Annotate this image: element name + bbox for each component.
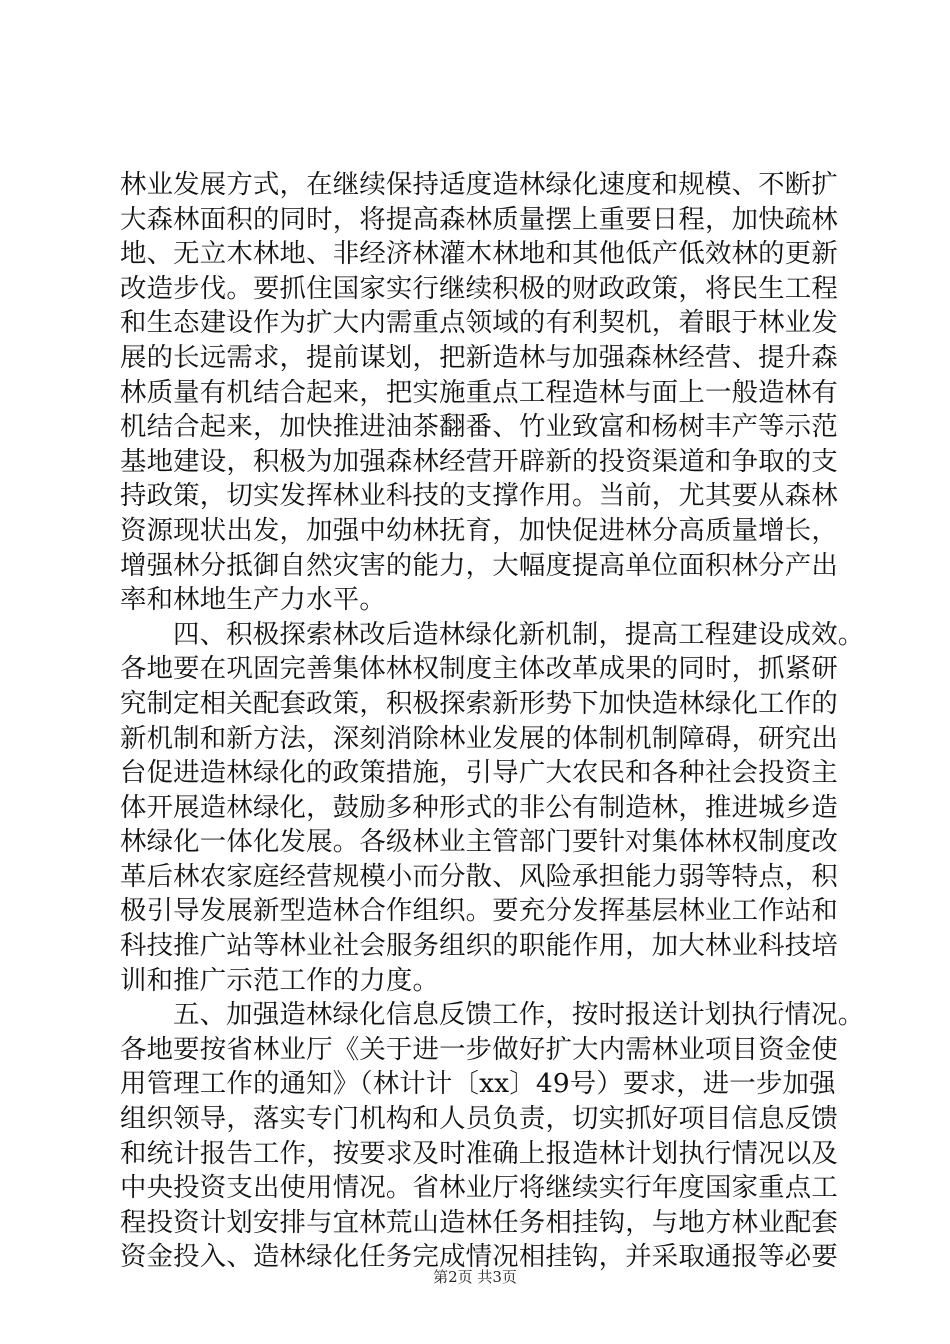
text-line: 大森林面积的同时，将提高森林质量摆上重要日程，加快疏林: [120, 203, 838, 235]
text-line: 和统计报告工作，按要求及时准确上报造林计划执行情况以及: [120, 1137, 838, 1169]
text-line: 改造步伐。要抓住国家实行继续积极的财政政策，将民生工程: [120, 272, 838, 304]
text-line: 科技推广站等林业社会服务组织的职能作用，加大林业科技培: [120, 930, 838, 962]
document-body: [120, 168, 865, 1275]
text-line: 训和推广示范工作的力度。: [120, 964, 440, 996]
text-line: 中央投资支出使用情况。省林业厅将继续实行年度国家重点工: [120, 1172, 838, 1204]
text-line: 展的长远需求，提前谋划，把新造林与加强森林经营、提升森: [120, 341, 838, 373]
text-line: 地、无立木林地、非经济林灌木林地和其他低产低效林的更新: [120, 238, 838, 270]
text-line: 极引导发展新型造林合作组织。要充分发挥基层林业工作站和: [120, 895, 838, 927]
text-line: 组织领导，落实专门机构和人员负责，切实抓好项目信息反馈: [120, 1103, 838, 1135]
text-line: 新机制和新方法，深刻消除林业发展的体制机制障碍，研究出: [120, 722, 838, 754]
text-line: 机结合起来，加快推进油茶翻番、竹业致富和杨树丰产等示范: [120, 411, 838, 443]
section-heading-line: 四、积极探索林改后造林绿化新机制，提高工程建设成效。: [173, 618, 865, 650]
text-line: 持政策，切实发挥林业科技的支撑作用。当前，尤其要从森林: [120, 480, 838, 512]
text-line: 各地要在巩固完善集体林权制度主体改革成果的同时，抓紧研: [120, 653, 838, 685]
text-line: 究制定相关配套政策，积极探索新形势下加快造林绿化工作的: [120, 687, 838, 719]
text-line: 增强林分抵御自然灾害的能力，大幅度提高单位面积林分产出: [120, 549, 838, 581]
text-line: 台促进造林绿化的政策措施，引导广大农民和各种社会投资主: [120, 757, 838, 789]
text-line: 革后林农家庭经营规模小而分散、风险承担能力弱等特点，积: [120, 860, 838, 892]
text-line: 率和林地生产力水平。: [120, 584, 386, 616]
text-line: 各地要按省林业厅《关于进一步做好扩大内需林业项目资金使: [120, 1033, 838, 1065]
page-footer: 第2页 共3页: [433, 1268, 517, 1286]
text-line: 资金投入、造林绿化任务完成情况相挂钩，并采取通报等必要: [120, 1241, 838, 1273]
text-line: 资源现状出发，加强中幼林抚育，加快促进林分高质量增长，: [120, 514, 838, 546]
text-line: 体开展造林绿化，鼓励多种形式的非公有制造林，推进城乡造: [120, 791, 838, 823]
text-line: 基地建设，积极为加强森林经营开辟新的投资渠道和争取的支: [120, 445, 838, 477]
text-line: 林质量有机结合起来，把实施重点工程造林与面上一般造林有: [120, 376, 838, 408]
text-line: 林绿化一体化发展。各级林业主管部门要针对集体林权制度改: [120, 826, 838, 858]
text-line: 用管理工作的通知》（林计计〔xx〕49号）要求，进一步加强: [120, 1068, 836, 1100]
text-line: 和生态建设作为扩大内需重点领域的有利契机，着眼于林业发: [120, 307, 838, 339]
text-line: 程投资计划安排与宜林荒山造林任务相挂钩，与地方林业配套: [120, 1206, 838, 1238]
section-heading-line: 五、加强造林绿化信息反馈工作，按时报送计划执行情况。: [173, 999, 865, 1031]
text-line: 林业发展方式，在继续保持适度造林绿化速度和规模、不断扩: [120, 169, 838, 200]
